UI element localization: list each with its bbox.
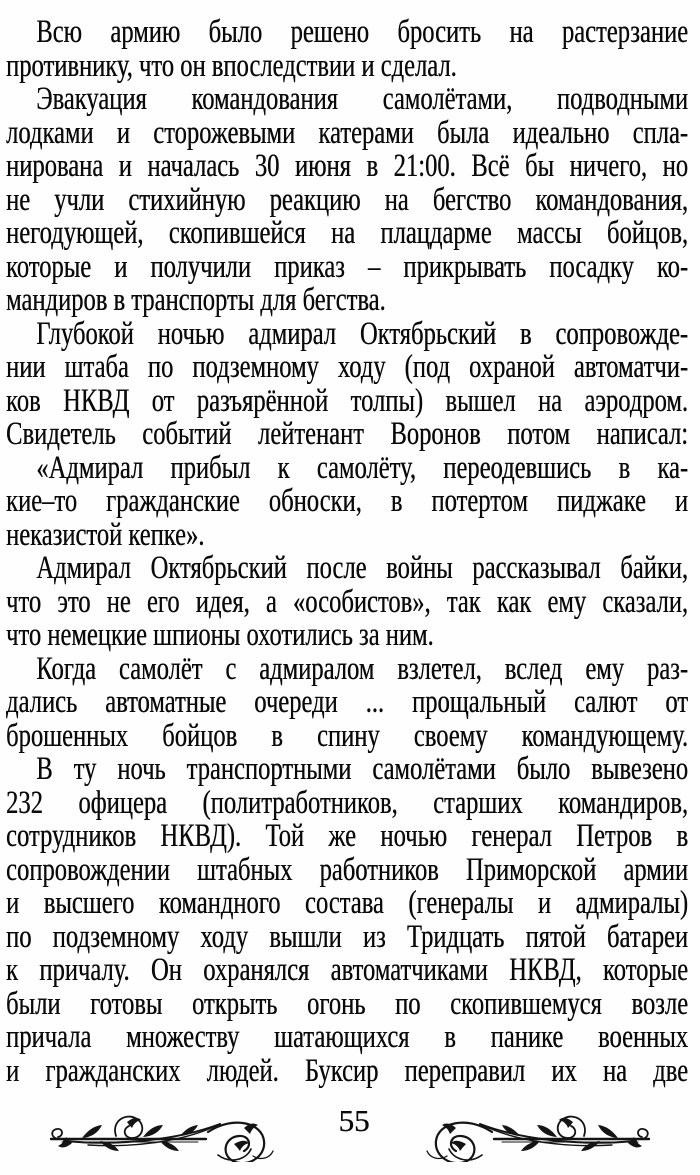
text-line: по подземному ходу вышли из Тридцать пятой батареи <box>6 918 689 955</box>
right-floral-flourish-ornament <box>406 1110 652 1162</box>
text-line: Когда самолёт с адмиралом взлетел, вслед ему раз- <box>36 650 689 687</box>
text-line: причала множеству шатающихся в панике военных <box>6 1019 689 1055</box>
text-line: к причалу. Он охранялся автоматчиками НКВД, которые <box>6 952 689 988</box>
text-line: Эвакуация командования самолётами, подводными <box>36 81 689 117</box>
text-line: противнику, что он впоследствии и сделал. <box>6 47 457 84</box>
text-line: В ту ночь транспортными самолётами было вывезено <box>36 751 689 787</box>
text-line: Глубокой ночью адмирал Октябрьский в сопровожде- <box>36 315 689 352</box>
text-line: негодующей, скопившейся на плацдарме массы бойцов, <box>6 215 689 251</box>
text-line: и высшего командного состава (генералы и адмиралы) <box>6 885 689 921</box>
text-line: лодками и сторожевыми катерами была идеально спла- <box>6 114 689 151</box>
text-line: что немецкие шпионы охотились за ним. <box>6 617 434 653</box>
page-text <box>6 16 688 1088</box>
text-line: что это не его идея, а «особистов», так как ему сказали, <box>6 583 689 620</box>
page-number: 55 <box>338 1103 370 1138</box>
text-line: Адмирал Октябрьский после войны рассказывал байки, <box>36 550 689 586</box>
text-line: были готовы открыть огонь по скопившемуся возле <box>6 985 689 1022</box>
text-line: нии штаба по подземному ходу (под охраной автоматчи- <box>6 349 689 385</box>
text-line: неказистой кепке». <box>6 516 205 553</box>
text-line: ков НКВД от разъярённой толпы) вышел на аэродром. <box>6 382 689 419</box>
text-line: дались автоматные очереди ... прощальный салют от <box>6 684 689 720</box>
text-line: нирована и началась 30 июня в 21:00. Всё бы ничего, но <box>6 148 689 184</box>
text-line: не учли стихийную реакцию на бегство командования, <box>6 181 689 218</box>
text-line: сотрудников НКВД). Той же ночью генерал Петров в <box>6 818 689 854</box>
text-line: Свидетель событий лейтенант Воронов потом написал: <box>6 416 689 452</box>
text-line: которые и получили приказ – прикрывать посадку ко- <box>6 248 689 285</box>
text-line: и гражданских людей. Буксир переправил их на две <box>6 1052 689 1089</box>
text-line: Всю армию было решено бросить на растерзание <box>36 14 689 50</box>
text-line: сопровождении штабных работников Приморской армии <box>6 851 689 888</box>
text-line: «Адмирал прибыл к самолёту, переодевшись в ка- <box>36 449 689 486</box>
text-line: 232 офицера (политработников, старших командиров, <box>6 784 689 821</box>
text-line: кие–то гражданские обноски, в потертом пиджаке и <box>6 483 689 519</box>
text-line: мандиров в транспорты для бегства. <box>6 282 386 318</box>
left-floral-flourish-ornament <box>48 1110 294 1162</box>
text-line: брошенных бойцов в спину своему командующему. <box>6 717 689 754</box>
page-footer <box>0 1100 700 1170</box>
